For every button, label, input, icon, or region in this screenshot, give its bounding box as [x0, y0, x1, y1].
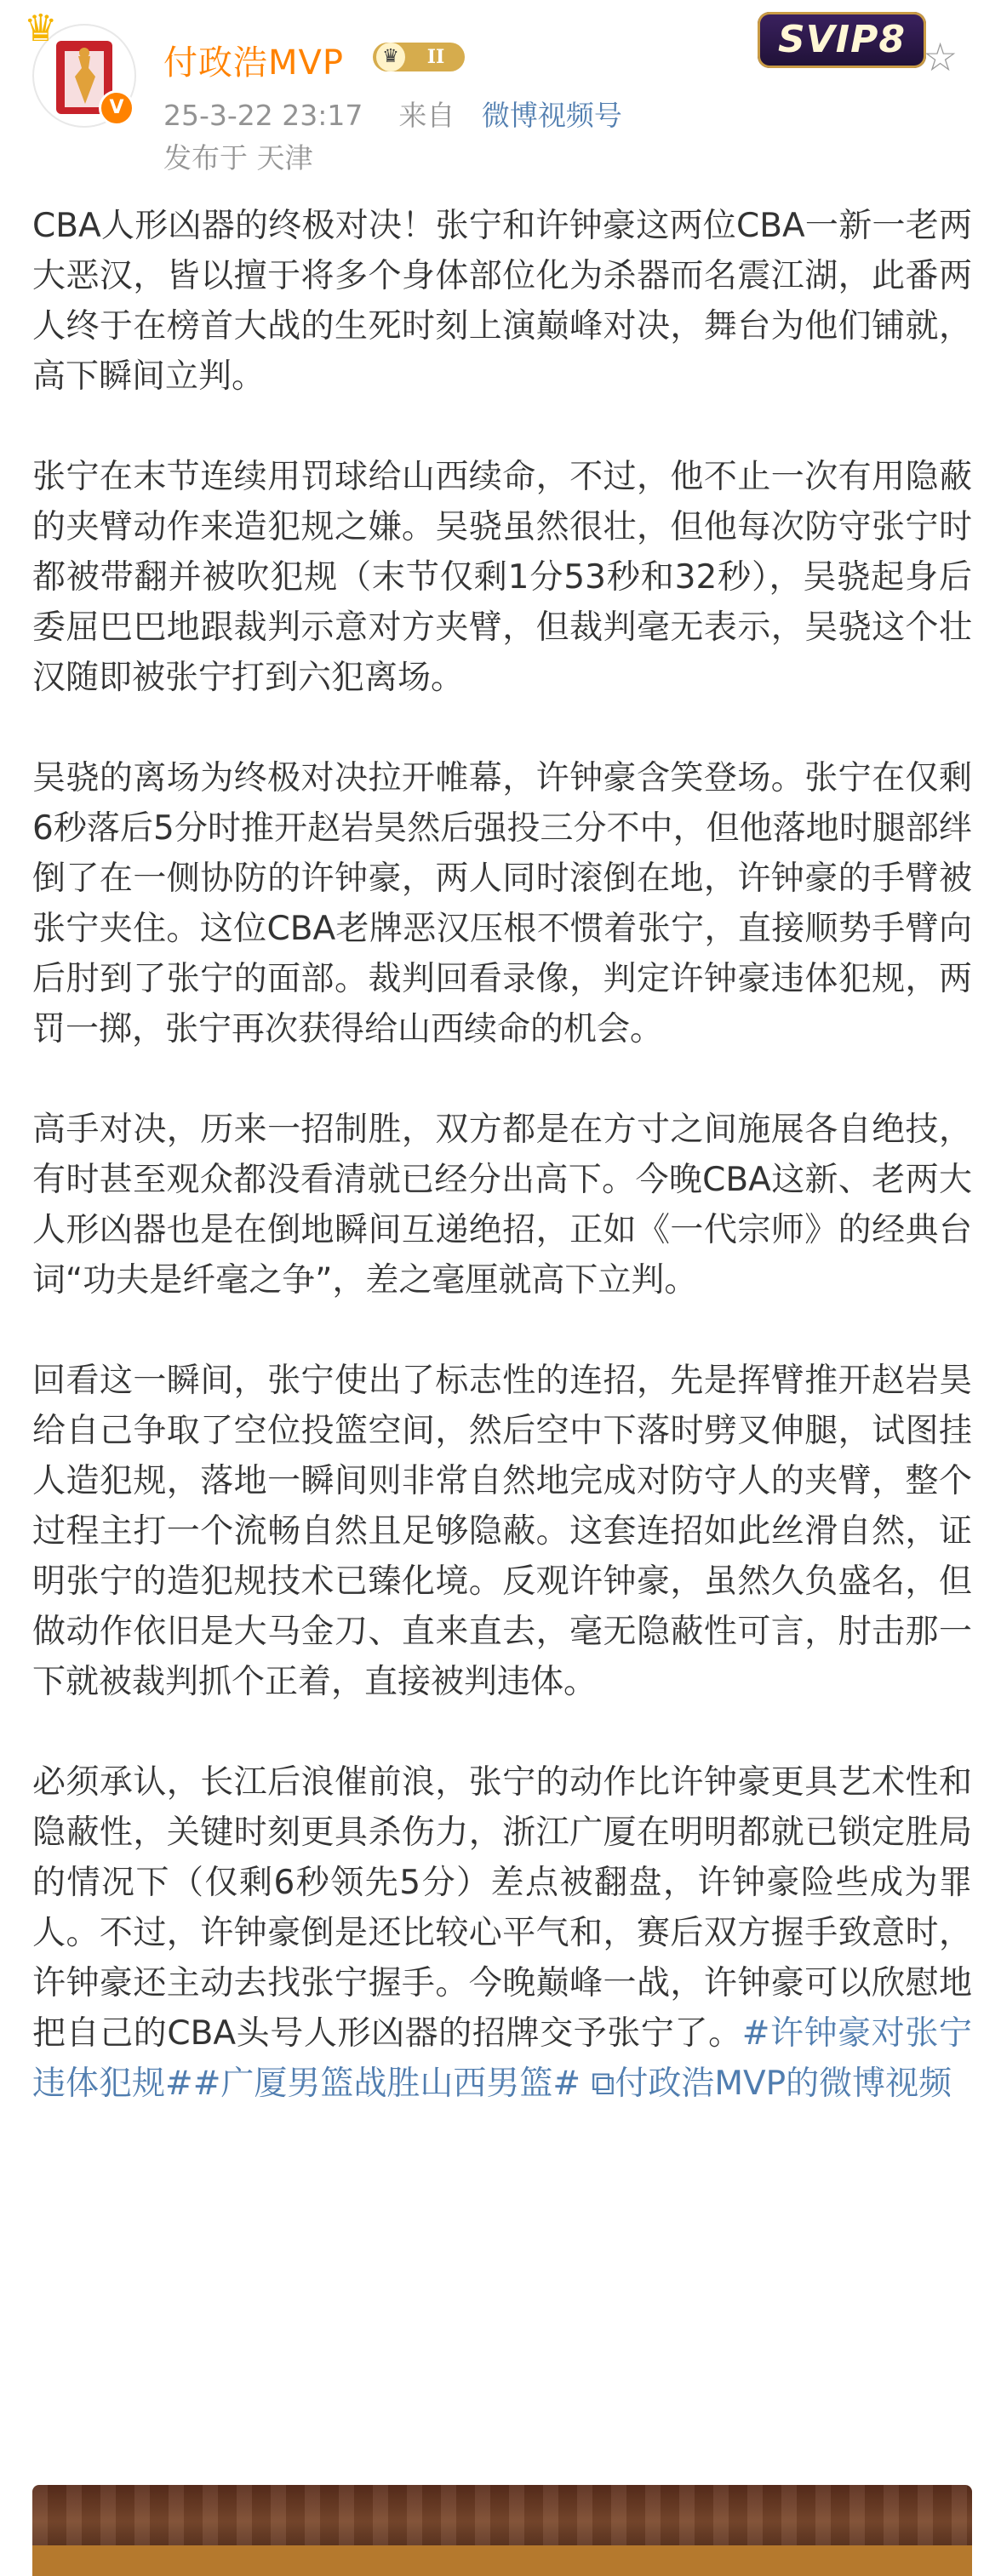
post-meta	[163, 94, 622, 134]
post-paragraph: 张宁在末节连续用罚球给山西续命，不过，他不止一次有用隐蔽的夹臂动作来造犯规之嫌。吴骁虽然很壮，但他每次防守张宁时都被带翻并被吹犯规（末节仅剩1分53秒和32秒），吴骁起身后委屈巴巴地跟裁判示意对方夹臂，但裁判毫无表示，吴骁这个壮汉随即被张宁打到六犯离场。	[32, 458, 972, 697]
topic-link[interactable]: #许钟豪对张宁违体犯规#	[32, 2014, 972, 2103]
post-paragraph: 高手对决，历来一招制胜，双方都是在方寸之间施展各自绝技，有时甚至观众都没看清就已经分出高下。今晚CBA这新、老两大人形凶器也是在倒地瞬间互递绝招，正如《一代宗师》的经典台词“功夫是纤毫之争”，差之毫厘就高下立判。	[32, 1111, 972, 1299]
crown-icon: ♛	[376, 43, 405, 71]
thumbnail-court	[32, 2545, 972, 2576]
post-paragraph: 吴骁的离场为终极对决拉开帷幕，许钟豪含笑登场。张宁在仅剩6秒落后5分时推开赵岩昊然后强投三分不中，但他落地时腿部绊倒了在一侧协防的许钟豪，两人同时滚倒在地，许钟豪的手臂被张宁夹住。这位CBA老牌恶汉压根不惯着张宁，直接顺势手臂向后肘到了张宁的面部。裁判回看录像，判定许钟豪违体犯规，两罚一掷，张宁再次获得给山西续命的机会。	[32, 759, 972, 1048]
svip-badge[interactable]: SVIP8	[758, 12, 926, 68]
source-prefix: 来自	[398, 99, 455, 132]
crown-icon: ♛	[24, 7, 58, 50]
post-location: 发布于 天津	[163, 141, 313, 174]
post-paragraph-last	[32, 1757, 972, 2109]
topic-link[interactable]: #广厦男篮战胜山西男篮#	[192, 2065, 581, 2103]
level-badge[interactable]	[373, 43, 465, 71]
avatar[interactable]	[24, 7, 134, 126]
timestamp: 25-3-22 23:17	[163, 99, 363, 132]
post-paragraph: CBA人形凶器的终极对决！张宁和许钟豪这两位CBA一新一老两大恶汉，皆以擅于将多个身体部位化为杀器而名震江湖，此番两人终于在榜首大战的生死时刻上演巅峰对决，舞台为他们铺就，高下瞬间立判。	[32, 207, 972, 396]
star-outline-icon[interactable]: ☆	[923, 34, 958, 80]
source-link[interactable]: 微博视频号	[481, 99, 622, 132]
video-link-icon[interactable]: ⧉	[591, 2065, 615, 2103]
video-link[interactable]: 付政浩MVP的微博视频	[615, 2065, 952, 2103]
post-header	[0, 0, 1001, 187]
verified-v-icon: V	[99, 90, 134, 126]
level-text: II	[426, 46, 445, 68]
username[interactable]: 付政浩MVP	[163, 43, 344, 83]
post-content	[32, 201, 972, 2109]
post-paragraph: 回看这一瞬间，张宁使出了标志性的连招，先是挥臂推开赵岩昊给自己争取了空位投篮空间，然后空中下落时劈叉伸腿，试图挂人造犯规，落地一瞬间则非常自然地完成对防守人的夹臂，整个过程主打一个流畅自然且足够隐蔽。这套连招如此丝滑自然，证明张宁的造犯规技术已臻化境。反观许钟豪，虽然久负盛名，但做动作依旧是大马金刀、直来直去，毫无隐蔽性可言，肘击那一下就被裁判抓个正着，直接被判违体。	[32, 1362, 972, 1701]
post-paragraph-text: 必须承认，长江后浪催前浪，张宁的动作比许钟豪更具艺术性和隐蔽性，关键时刻更具杀伤力，浙江广厦在明明都就已锁定胜局的情况下（仅剩6秒领先5分）差点被翻盘，许钟豪险些成为罪人。不过，许钟豪倒是还比较心平气和，赛后双方握手致意时，许钟豪还主动去找张宁握手。今晚巅峰一战，许钟豪可以欣慰地把自己的CBA头号人形凶器的招牌交予张宁了。	[32, 1763, 972, 2053]
video-thumbnail[interactable]	[32, 2485, 972, 2576]
